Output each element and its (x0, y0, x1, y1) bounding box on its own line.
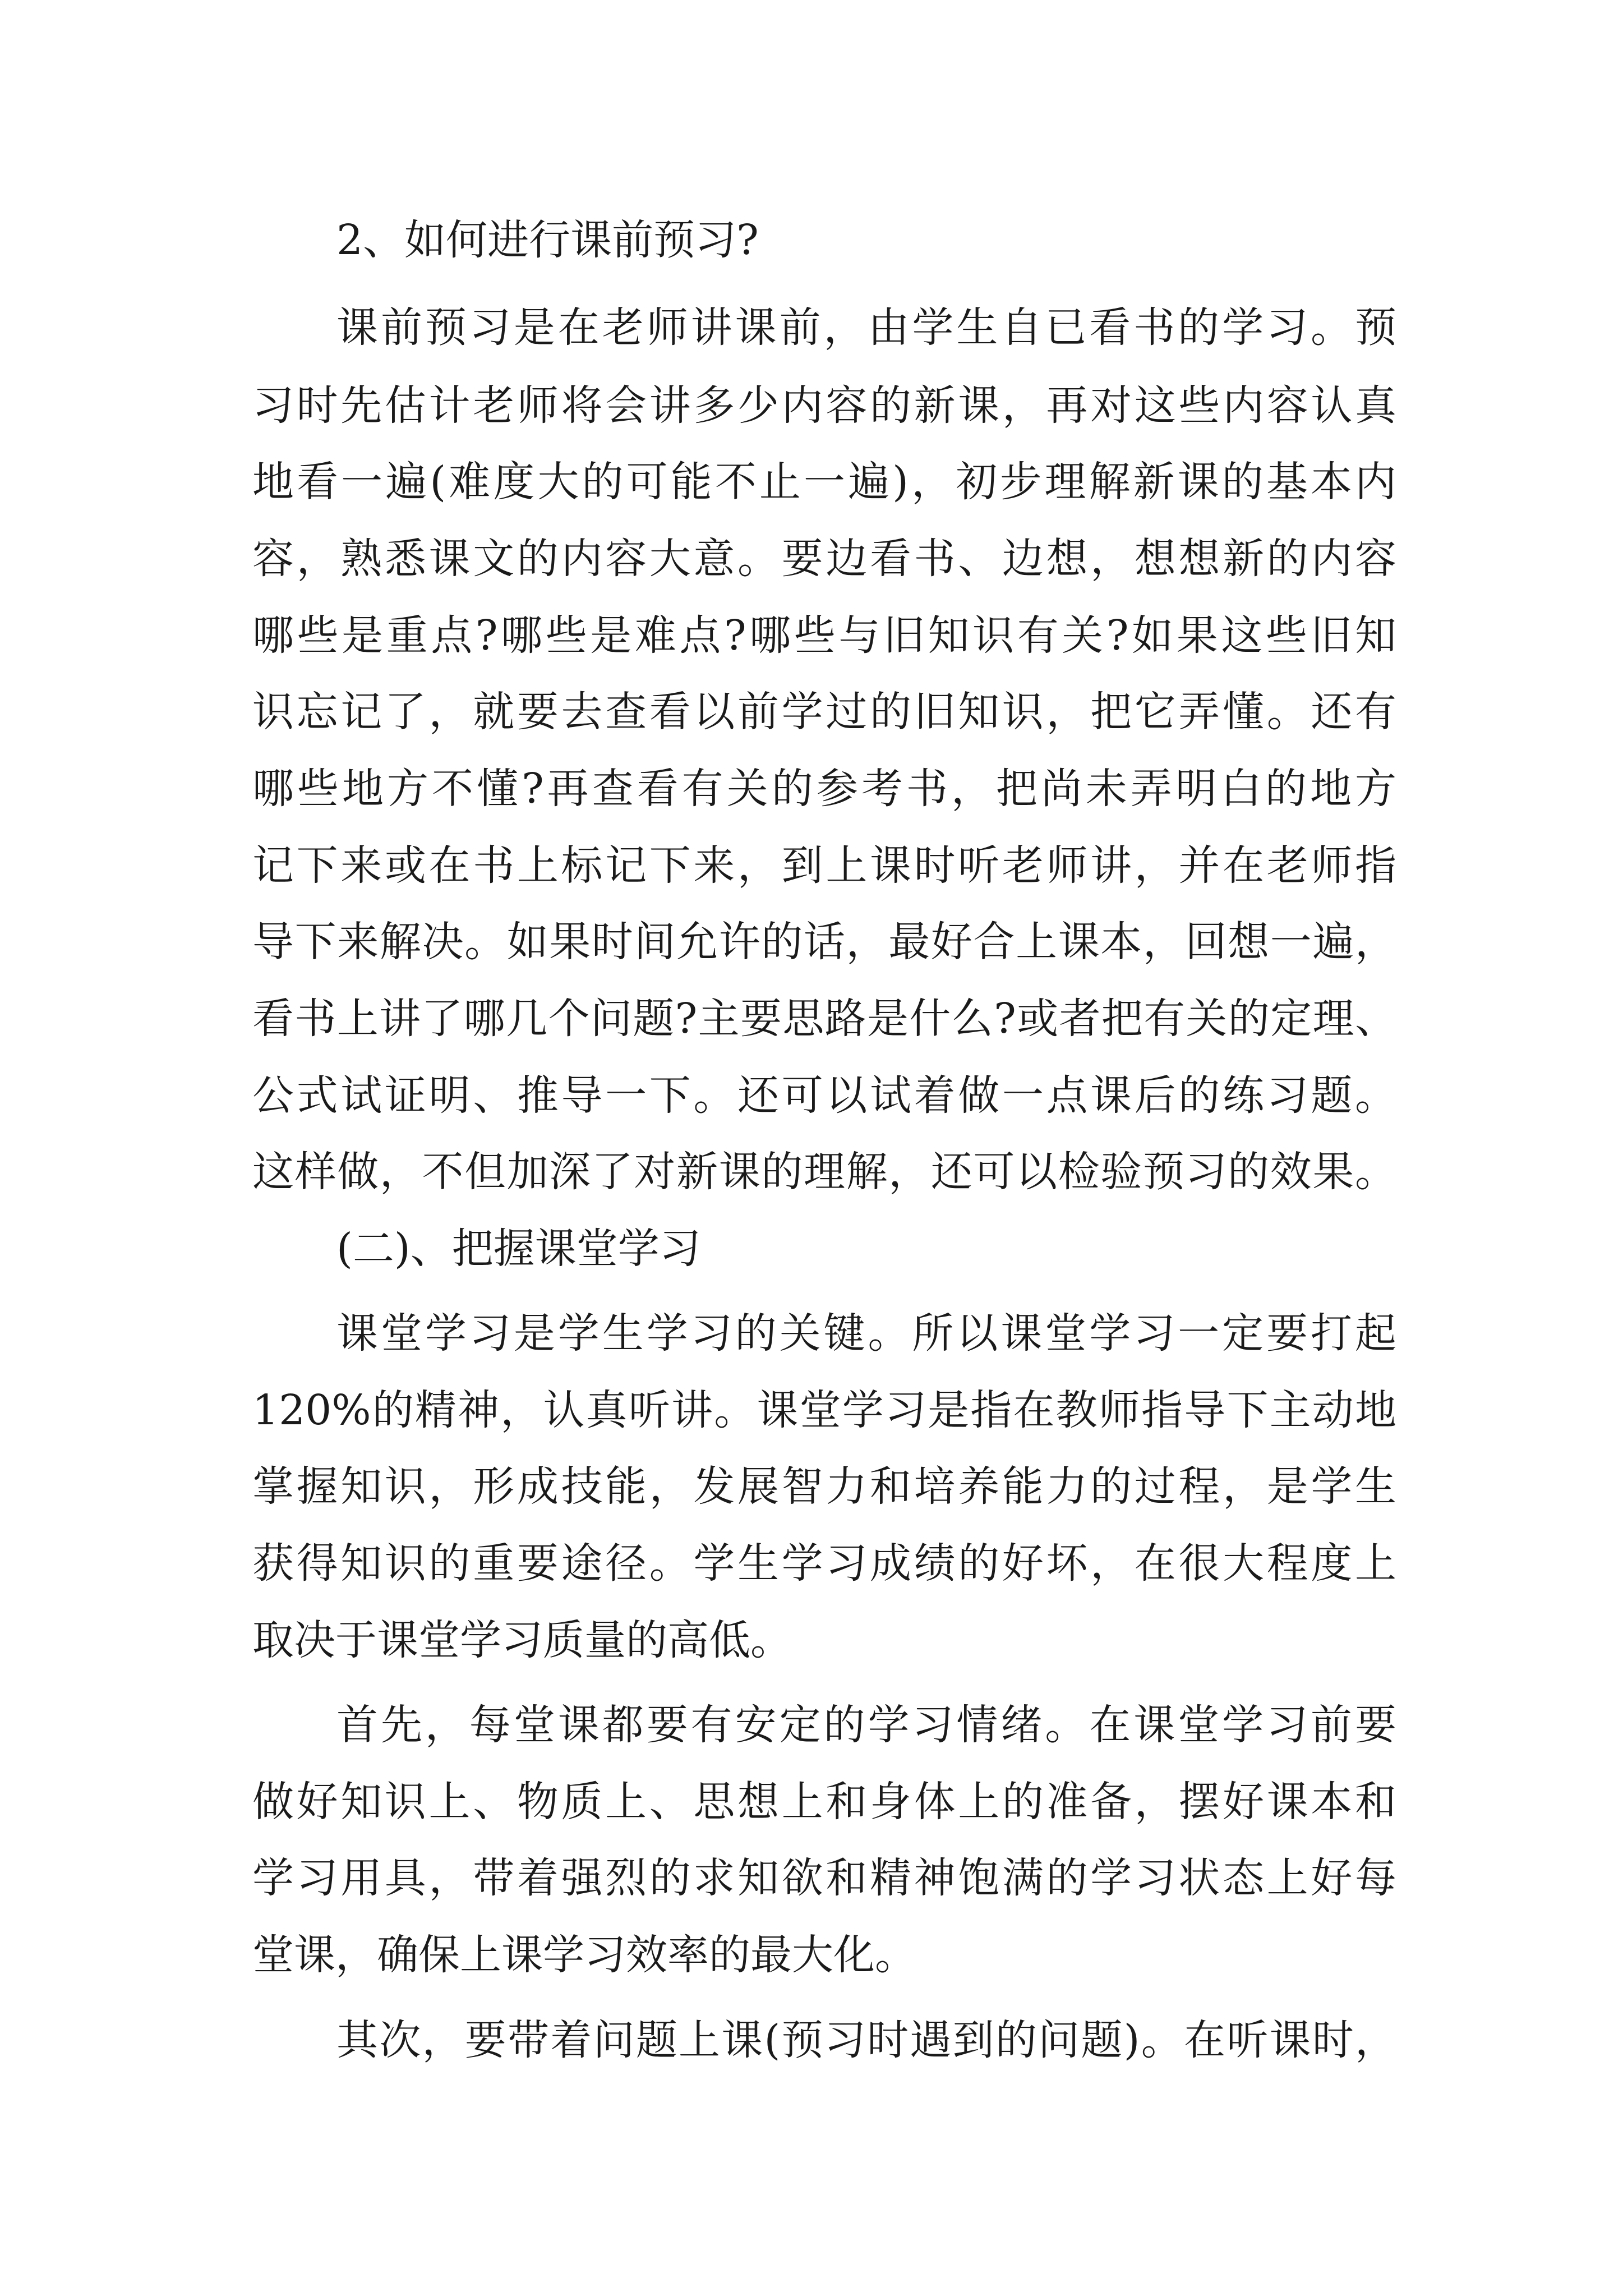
paragraph-line: 看书上讲了哪几个问题?主要思路是什么?或者把有关的定理、 (252, 995, 1396, 1043)
paragraph-line: 120%的精神，认真听讲。课堂学习是指在教师指导下主动地 (252, 1386, 1396, 1434)
paragraph-line: 哪些地方不懂?再查看有关的参考书，把尚未弄明白的地方 (252, 765, 1396, 813)
paragraph-line: 导下来解决。如果时间允许的话，最好合上课本，回想一遍， (252, 918, 1396, 966)
paragraph-line: 取决于课堂学习质量的高低。 (252, 1616, 792, 1664)
paragraph-line: 哪些是重点?哪些是难点?哪些与旧知识有关?如果这些旧知 (252, 611, 1396, 660)
section-heading: (二)、把握课堂学习 (336, 1225, 701, 1273)
paragraph-line: 课前预习是在老师讲课前，由学生自已看书的学习。预 (336, 303, 1396, 352)
paragraph-line: 习时先估计老师将会讲多少内容的新课，再对这些内容认真 (252, 381, 1396, 430)
paragraph-line: 学习用具，带着强烈的求知欲和精神饱满的学习状态上好每 (252, 1854, 1396, 1902)
paragraph-line: 识忘记了，就要去查看以前学过的旧知识，把它弄懂。还有 (252, 688, 1396, 736)
paragraph-line: 获得知识的重要途径。学生学习成绩的好坏，在很大程度上 (252, 1539, 1396, 1588)
paragraph-line: 其次，要带着问题上课(预习时遇到的问题)。在听课时， (336, 2016, 1396, 2064)
paragraph-line: 这样做，不但加深了对新课的理解，还可以检验预习的效果。 (252, 1148, 1396, 1196)
paragraph-line: 公式试证明、推导一下。还可以试着做一点课后的练习题。 (252, 1071, 1396, 1120)
paragraph-line: 堂课，确保上课学习效率的最大化。 (252, 1931, 916, 1979)
paragraph-line: 容，熟悉课文的内容大意。要边看书、边想，想想新的内容 (252, 535, 1396, 583)
section-heading: 2、如何进行课前预习? (336, 216, 759, 264)
paragraph-line: 记下来或在书上标记下来，到上课时听老师讲，并在老师指 (252, 841, 1396, 890)
paragraph-line: 地看一遍(难度大的可能不止一遍)，初步理解新课的基本内 (252, 458, 1396, 506)
paragraph-line: 掌握知识，形成技能，发展智力和培养能力的过程，是学生 (252, 1462, 1396, 1511)
paragraph-line: 首先，每堂课都要有安定的学习情绪。在课堂学习前要 (336, 1701, 1396, 1749)
paragraph-line: 做好知识上、物质上、思想上和身体上的准备，摆好课本和 (252, 1778, 1396, 1826)
paragraph-line: 课堂学习是学生学习的关键。所以课堂学习一定要打起 (336, 1309, 1396, 1358)
